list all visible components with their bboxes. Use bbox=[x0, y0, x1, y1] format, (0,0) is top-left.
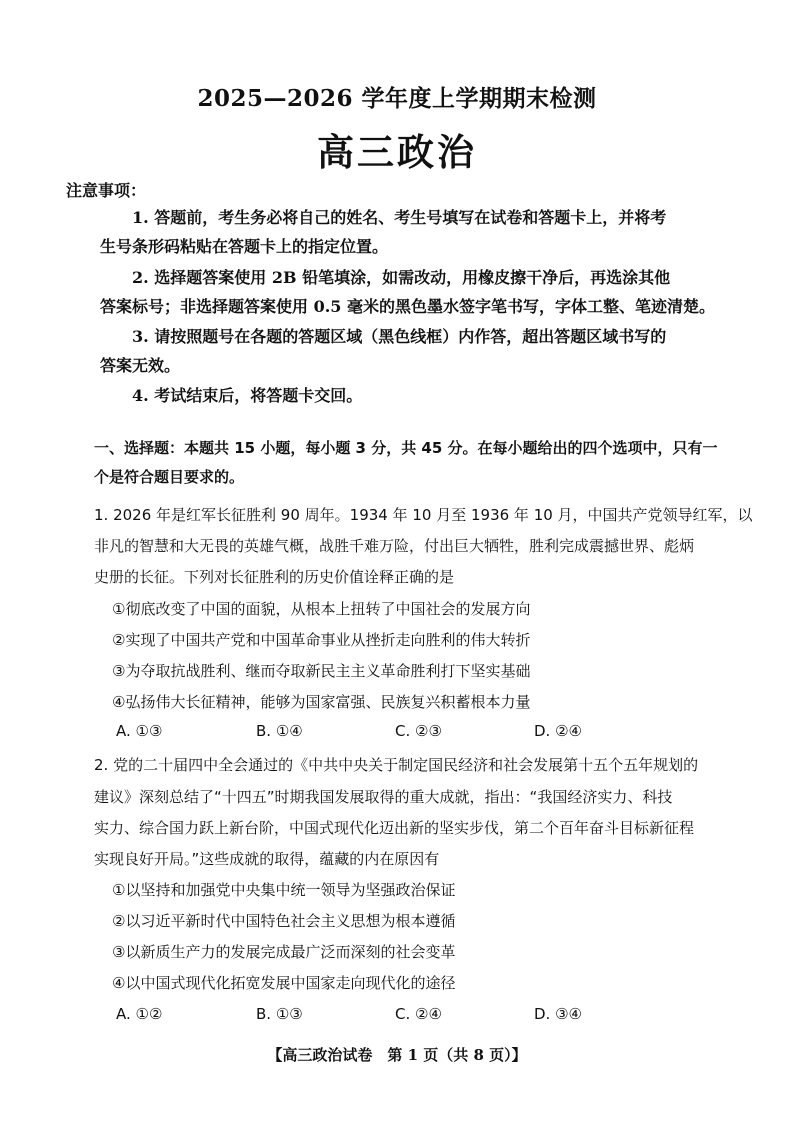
notice-line: 3. 请按照题号在各题的答题区域（黑色线框）内作答，超出答题区域书写的 bbox=[132, 327, 667, 346]
answer-choice: C. ②④ bbox=[395, 1005, 442, 1023]
answer-choice: B. ①③ bbox=[256, 1005, 303, 1023]
question-option: ④以中国式现代化拓宽发展中国家走向现代化的途径 bbox=[112, 974, 456, 992]
question-stem: 1. 2026 年是红军长征胜利 90 周年。1934 年 10 月至 1936 年 10 月，中国共产党领导红军，以 bbox=[94, 506, 753, 524]
question-option: ①彻底改变了中国的面貌，从根本上扭转了中国社会的发展方向 bbox=[112, 600, 531, 618]
answer-choice: A. ①③ bbox=[116, 722, 163, 740]
answer-choice: C. ②③ bbox=[395, 722, 442, 740]
question-option: ③为夺取抗战胜利、继而夺取新民主主义革命胜利打下坚实基础 bbox=[112, 662, 531, 680]
notice-line: 答案标号；非选择题答案使用 0.5 毫米的黑色墨水签字笔书写，字体工整、笔迹清楚。 bbox=[100, 297, 715, 316]
question-option: ②以习近平新时代中国特色社会主义思想为根本遵循 bbox=[112, 912, 456, 930]
answer-choice: A. ①② bbox=[116, 1005, 163, 1023]
answer-choice: B. ①④ bbox=[256, 722, 303, 740]
question-stem: 非凡的智慧和大无畏的英雄气概，战胜千难万险，付出巨大牺牲，胜利完成震撼世界、彪炳 bbox=[94, 537, 695, 555]
answer-choice: D. ③④ bbox=[534, 1005, 582, 1023]
exam-subject-title: 高三政治 bbox=[317, 130, 477, 174]
answer-choice: D. ②④ bbox=[534, 722, 582, 740]
question-option: ③以新质生产力的发展完成最广泛而深刻的社会变革 bbox=[112, 943, 456, 961]
notice-heading: 注意事项： bbox=[66, 181, 147, 200]
question-stem: 2. 党的二十届四中全会通过的《中共中央关于制定国民经济和社会发展第十五个五年规划的 bbox=[94, 756, 699, 774]
question-option: ④弘扬伟大长征精神，能够为国家富强、民族复兴积蓄根本力量 bbox=[112, 693, 531, 711]
question-option: ②实现了中国共产党和中国革命事业从挫折走向胜利的伟大转折 bbox=[112, 631, 531, 649]
exam-year-title: 2025—2026 学年度上学期期末检测 bbox=[197, 85, 597, 112]
notice-line: 1. 答题前，考生务必将自己的姓名、考生号填写在试卷和答题卡上，并将考 bbox=[132, 208, 667, 227]
notice-line: 生号条形码粘贴在答题卡上的指定位置。 bbox=[100, 237, 389, 256]
notice-line: 2. 选择题答案使用 2B 铅笔填涂，如需改动，用橡皮擦干净后，再选涂其他 bbox=[132, 268, 671, 287]
question-stem: 史册的长征。下列对长征胜利的历史价值诠释正确的是 bbox=[94, 568, 455, 586]
question-stem: 实现良好开局。”这些成就的取得，蕴藏的内在原因有 bbox=[94, 850, 440, 868]
question-stem: 实力、综合国力跃上新台阶，中国式现代化迈出新的坚实步伐，第二个百年奋斗目标新征程 bbox=[94, 819, 695, 837]
section-instruction: 一、选择题：本题共 15 小题，每小题 3 分，共 45 分。在每小题给出的四个选项中，只有一 bbox=[94, 439, 718, 457]
section-instruction: 个是符合题目要求的。 bbox=[94, 468, 245, 486]
page-footer: 【高三政治试卷 第 1 页（共 8 页）】 bbox=[267, 1046, 527, 1064]
notice-line: 答案无效。 bbox=[100, 356, 181, 375]
question-option: ①以坚持和加强党中央集中统一领导为坚强政治保证 bbox=[112, 881, 456, 899]
notice-line: 4. 考试结束后，将答题卡交回。 bbox=[132, 386, 363, 405]
question-stem: 建议》深刻总结了“十四五”时期我国发展取得的重大成就，指出：“我国经济实力、科技 bbox=[94, 788, 673, 806]
